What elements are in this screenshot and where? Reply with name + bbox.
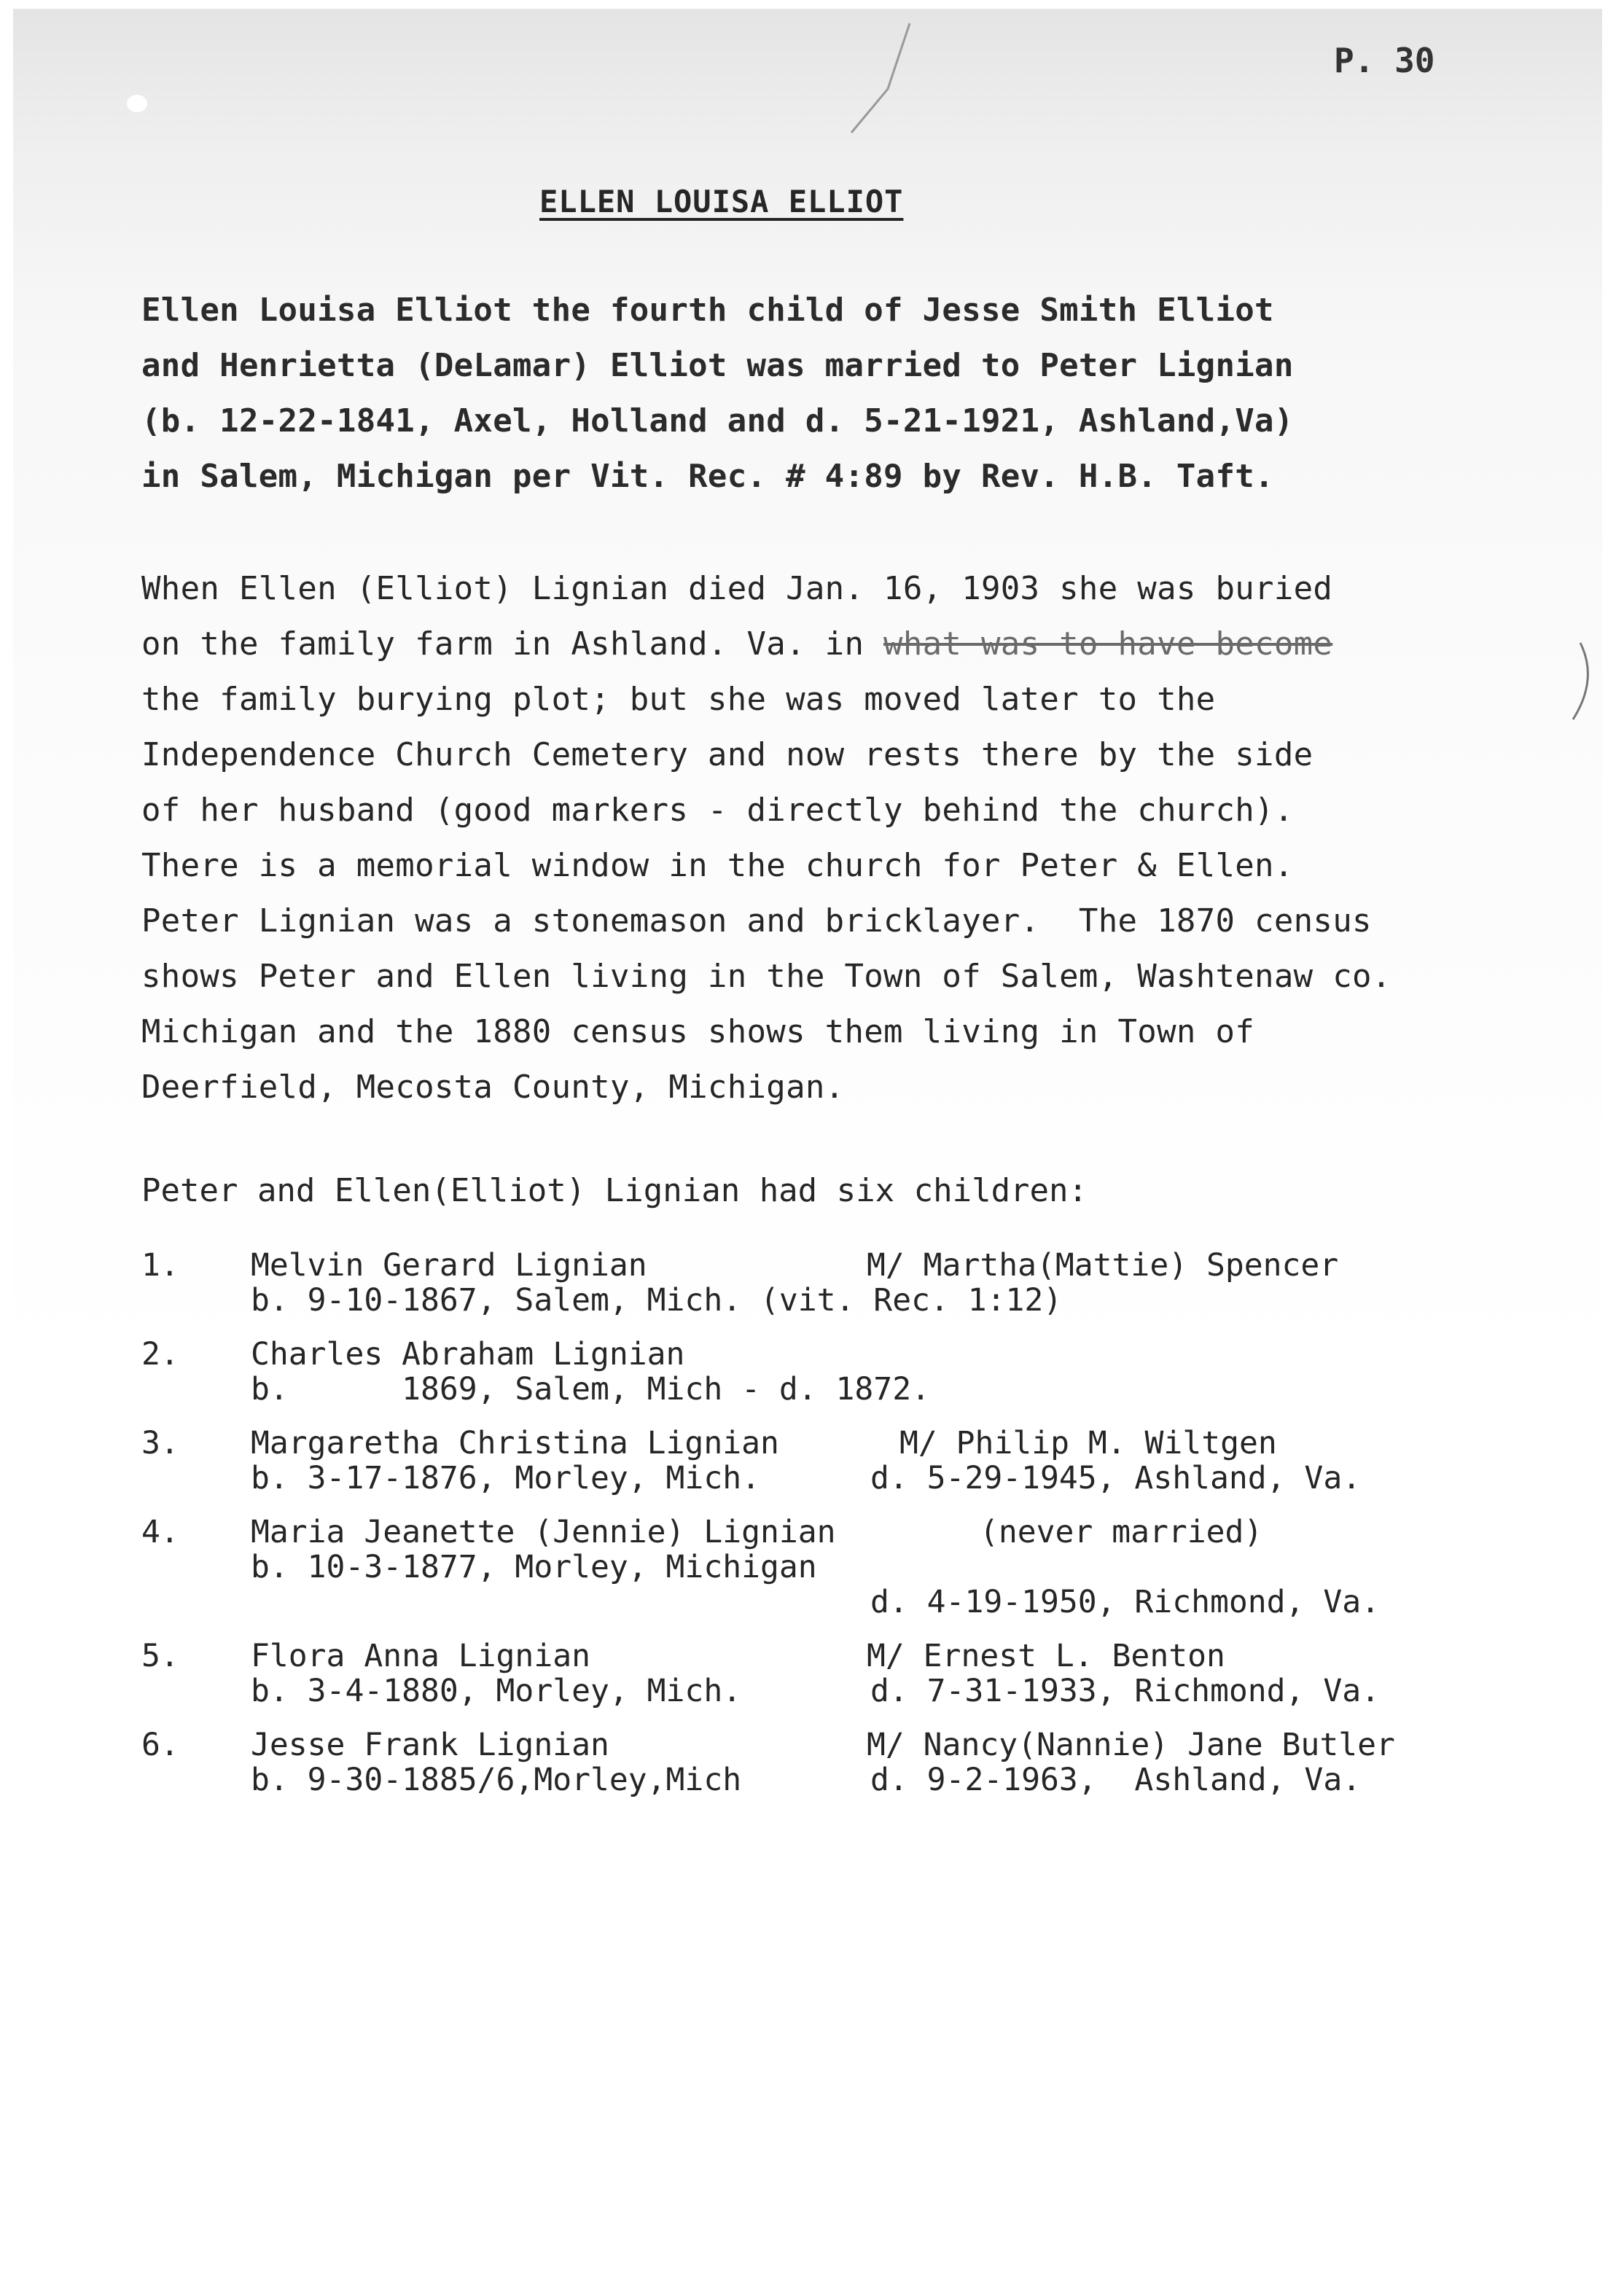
list-item: [141, 1639, 1570, 1709]
children-intro: Peter and Ellen(Elliot) Lignian had six children:: [141, 1172, 1088, 1209]
intro-paragraph: [141, 283, 1294, 504]
child-number: 6.: [141, 1727, 179, 1763]
child-birth: b. 1869, Salem, Mich - d. 1872.: [251, 1371, 930, 1407]
child-name: Melvin Gerard Lignian: [251, 1247, 647, 1284]
paragraph-line: Peter Lignian was a stonemason and bricklayer. The 1870 census: [141, 902, 1372, 940]
paragraph-line: Deerfield, Mecosta County, Michigan.: [141, 1069, 845, 1106]
child-birth: b. 9-30-1885/6,Morley,Mich: [251, 1762, 742, 1798]
list-item: [141, 1515, 1570, 1620]
paragraph-line: in Salem, Michigan per Vit. Rec. # 4:89 by Rev. H.B. Taft.: [141, 458, 1274, 495]
page-number: P. 30: [1334, 41, 1435, 80]
paragraph-line: and Henrietta (DeLamar) Elliot was married to Peter Lignian: [141, 347, 1294, 384]
child-birth: b. 3-4-1880, Morley, Mich.: [251, 1673, 742, 1709]
child-death: d. 9-2-1963, Ashland, Va.: [870, 1762, 1362, 1798]
paragraph-line: There is a memorial window in the church for Peter & Ellen.: [141, 847, 1294, 884]
child-name: Flora Anna Lignian: [251, 1638, 590, 1674]
list-item: [141, 1727, 1570, 1797]
burial-paragraph: [141, 561, 1391, 1115]
child-spouse: M/ Philip M. Wiltgen: [899, 1425, 1277, 1461]
child-name: Charles Abraham Lignian: [251, 1336, 685, 1372]
paragraph-line: shows Peter and Ellen living in the Town of Salem, Washtenaw co.: [141, 958, 1391, 995]
child-number: 1.: [141, 1247, 179, 1284]
child-death: d. 5-29-1945, Ashland, Va.: [870, 1460, 1362, 1496]
list-item: [141, 1426, 1570, 1496]
page-title: ELLEN LOUISA ELLIOT: [539, 184, 904, 219]
child-birth: b. 3-17-1876, Morley, Mich.: [251, 1460, 760, 1496]
child-spouse: M/ Nancy(Nannie) Jane Butler: [867, 1727, 1395, 1763]
child-number: 2.: [141, 1336, 179, 1372]
paragraph-line: (b. 12-22-1841, Axel, Holland and d. 5-21-1921, Ashland,Va): [141, 402, 1294, 440]
paragraph-line: Michigan and the 1880 census shows them living in Town of: [141, 1013, 1255, 1050]
child-number: 3.: [141, 1425, 179, 1461]
struck-text: what was to have become: [883, 625, 1333, 663]
child-number: 5.: [141, 1638, 179, 1674]
list-item: [141, 1248, 1570, 1318]
paragraph-text: on the family farm in Ashland. Va. in: [141, 625, 884, 663]
child-name: Jesse Frank Lignian: [251, 1727, 609, 1763]
paragraph-line: of her husband (good markers - directly behind the church).: [141, 792, 1294, 829]
child-name: Maria Jeanette (Jennie) Lignian: [251, 1514, 836, 1550]
paragraph-line: [141, 617, 1391, 672]
paragraph-line: Independence Church Cemetery and now rests there by the side: [141, 736, 1314, 773]
child-spouse: M/ Martha(Mattie) Spencer: [867, 1247, 1339, 1284]
child-death: d. 4-19-1950, Richmond, Va.: [870, 1584, 1380, 1620]
child-death: d. 7-31-1933, Richmond, Va.: [870, 1673, 1380, 1709]
document-page: [13, 9, 1602, 2290]
child-name: Margaretha Christina Lignian: [251, 1425, 779, 1461]
child-birth: b. 9-10-1867, Salem, Mich. (vit. Rec. 1:12): [251, 1282, 1063, 1319]
children-list: [141, 1248, 1570, 1816]
list-item: [141, 1337, 1570, 1407]
child-spouse: M/ Ernest L. Benton: [867, 1638, 1225, 1674]
child-number: 4.: [141, 1514, 179, 1550]
paragraph-line: the family burying plot; but she was moved later to the: [141, 681, 1216, 718]
paragraph-line: Ellen Louisa Elliot the fourth child of Jesse Smith Elliot: [141, 292, 1274, 329]
child-spouse: (never married): [980, 1514, 1263, 1550]
child-birth: b. 10-3-1877, Morley, Michigan: [251, 1549, 817, 1585]
paragraph-line: When Ellen (Elliot) Lignian died Jan. 16, 1903 she was buried: [141, 570, 1333, 607]
